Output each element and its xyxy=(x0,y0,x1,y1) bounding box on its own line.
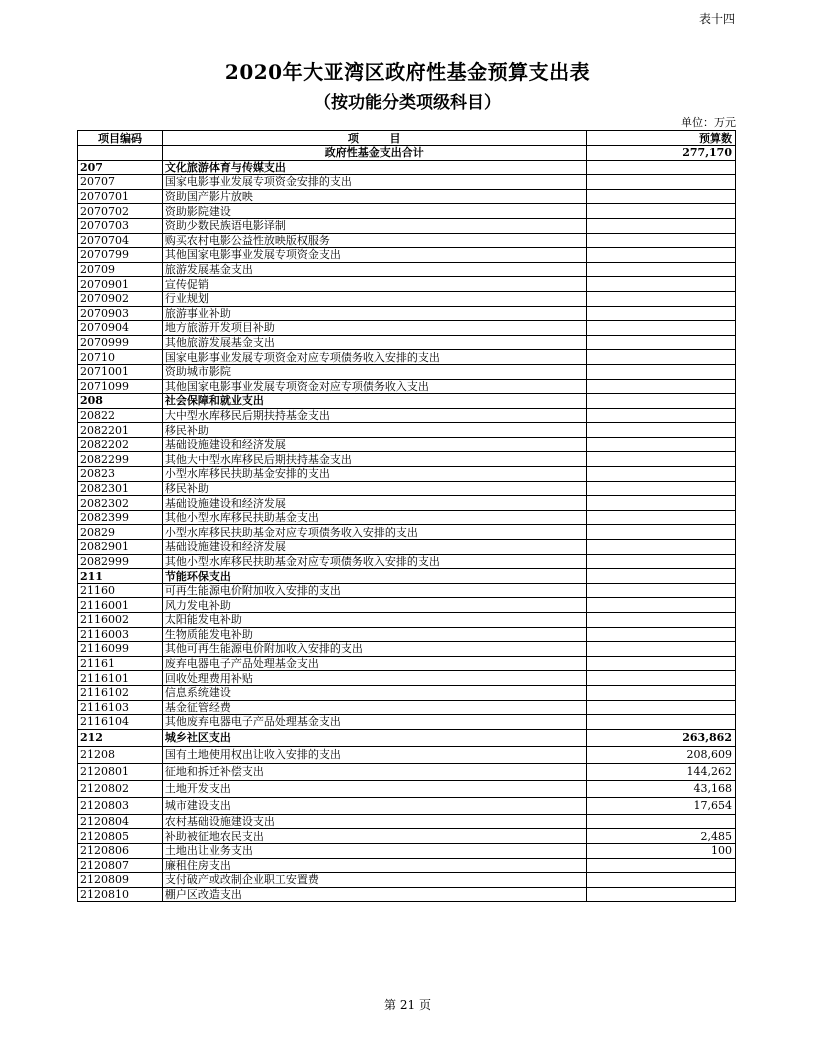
row-name: 旅游发展基金支出 xyxy=(162,262,586,277)
table-row xyxy=(78,262,736,277)
row-name: 资助少数民族语电影译制 xyxy=(162,218,586,233)
row-amount xyxy=(586,671,735,686)
row-amount xyxy=(586,306,735,321)
row-amount xyxy=(586,685,735,700)
row-code: 2116103 xyxy=(78,700,163,715)
row-code: 20823 xyxy=(78,467,163,482)
row-name: 棚户区改造支出 xyxy=(162,887,586,902)
row-name: 回收处理费用补贴 xyxy=(162,671,586,686)
row-code: 2082901 xyxy=(78,540,163,555)
row-amount xyxy=(586,423,735,438)
row-code: 2070702 xyxy=(78,204,163,219)
row-code: 2070904 xyxy=(78,321,163,336)
row-code: 2116002 xyxy=(78,613,163,628)
row-amount xyxy=(586,814,735,829)
row-name: 国家电影事业发展专项资金安排的支出 xyxy=(162,175,586,190)
row-name: 其他旅游发展基金支出 xyxy=(162,335,586,350)
row-amount: 144,262 xyxy=(586,763,735,780)
row-name: 支付破产或改制企业职工安置费 xyxy=(162,873,586,888)
row-amount xyxy=(586,525,735,540)
table-row xyxy=(78,715,736,730)
row-amount xyxy=(586,858,735,873)
row-code: 2120803 xyxy=(78,797,163,814)
total-label: 政府性基金支出合计 xyxy=(162,146,586,161)
row-amount xyxy=(586,554,735,569)
row-amount: 2,485 xyxy=(586,829,735,844)
row-code: 20709 xyxy=(78,262,163,277)
row-name: 风力发电补助 xyxy=(162,598,586,613)
row-code: 2116001 xyxy=(78,598,163,613)
row-amount xyxy=(586,598,735,613)
row-name: 资助城市影院 xyxy=(162,364,586,379)
table-row xyxy=(78,627,736,642)
total-amount: 277,170 xyxy=(586,146,735,161)
page-subtitle: （按功能分类项级科目） xyxy=(314,93,501,113)
row-amount xyxy=(586,233,735,248)
row-name: 社会保障和就业支出 xyxy=(162,394,586,409)
row-code: 2120802 xyxy=(78,780,163,797)
row-name: 国有土地使用权出让收入安排的支出 xyxy=(162,746,586,763)
row-amount xyxy=(586,496,735,511)
table-row xyxy=(78,306,736,321)
row-code: 212 xyxy=(78,729,163,746)
row-amount xyxy=(586,583,735,598)
row-amount xyxy=(586,394,735,409)
row-amount xyxy=(586,175,735,190)
row-amount: 208,609 xyxy=(586,746,735,763)
header-amount: 预算数 xyxy=(586,131,735,146)
table-row xyxy=(78,843,736,858)
table-row xyxy=(78,379,736,394)
row-amount xyxy=(586,204,735,219)
row-code: 21160 xyxy=(78,583,163,598)
row-code: 20829 xyxy=(78,525,163,540)
table-row xyxy=(78,175,736,190)
row-amount xyxy=(586,218,735,233)
table-row xyxy=(78,467,736,482)
row-code: 2116104 xyxy=(78,715,163,730)
header-code: 项目编码 xyxy=(78,131,163,146)
row-name: 土地开发支出 xyxy=(162,780,586,797)
row-amount xyxy=(586,467,735,482)
row-name: 土地出让业务支出 xyxy=(162,843,586,858)
row-code: 2070902 xyxy=(78,291,163,306)
table-row xyxy=(78,598,736,613)
row-amount xyxy=(586,627,735,642)
row-amount xyxy=(586,452,735,467)
table-row xyxy=(78,685,736,700)
table-row xyxy=(78,481,736,496)
row-amount xyxy=(586,350,735,365)
row-name: 节能环保支出 xyxy=(162,569,586,584)
row-code: 20707 xyxy=(78,175,163,190)
row-amount xyxy=(586,569,735,584)
row-name: 废弃电器电子产品处理基金支出 xyxy=(162,656,586,671)
row-code: 2082302 xyxy=(78,496,163,511)
row-code: 2082399 xyxy=(78,510,163,525)
row-code: 2071001 xyxy=(78,364,163,379)
row-code: 2082201 xyxy=(78,423,163,438)
row-name: 宣传促销 xyxy=(162,277,586,292)
table-row xyxy=(78,814,736,829)
row-name: 其他国家电影事业发展专项资金对应专项债务收入支出 xyxy=(162,379,586,394)
table-row xyxy=(78,873,736,888)
row-code: 2120806 xyxy=(78,843,163,858)
row-amount xyxy=(586,262,735,277)
table-row xyxy=(78,437,736,452)
table-row xyxy=(78,569,736,584)
table-header-row xyxy=(78,131,736,146)
row-code: 2120805 xyxy=(78,829,163,844)
row-name: 国家电影事业发展专项资金对应专项债务收入安排的支出 xyxy=(162,350,586,365)
row-name: 其他可再生能源电价附加收入安排的支出 xyxy=(162,642,586,657)
row-amount xyxy=(586,160,735,175)
table-row xyxy=(78,525,736,540)
row-code: 20710 xyxy=(78,350,163,365)
row-name: 城乡社区支出 xyxy=(162,729,586,746)
row-name: 地方旅游开发项目补助 xyxy=(162,321,586,336)
row-amount xyxy=(586,437,735,452)
row-code: 207 xyxy=(78,160,163,175)
row-amount xyxy=(586,613,735,628)
table-row xyxy=(78,540,736,555)
table-row xyxy=(78,887,736,902)
table-row xyxy=(78,452,736,467)
row-amount xyxy=(586,335,735,350)
row-name: 资助国产影片放映 xyxy=(162,189,586,204)
row-name: 基础设施建设和经济发展 xyxy=(162,540,586,555)
table-row xyxy=(78,291,736,306)
table-row xyxy=(78,829,736,844)
row-code: 2070901 xyxy=(78,277,163,292)
row-name: 基金征管经费 xyxy=(162,700,586,715)
row-name: 廉租住房支出 xyxy=(162,858,586,873)
table-row xyxy=(78,394,736,409)
row-amount: 17,654 xyxy=(586,797,735,814)
row-code: 20822 xyxy=(78,408,163,423)
table-row xyxy=(78,583,736,598)
row-amount xyxy=(586,248,735,263)
table-row xyxy=(78,613,736,628)
header-name: 项 目 xyxy=(162,131,586,146)
row-code: 2116003 xyxy=(78,627,163,642)
row-name: 其他废弃电器电子产品处理基金支出 xyxy=(162,715,586,730)
row-amount: 100 xyxy=(586,843,735,858)
row-name: 生物质能发电补助 xyxy=(162,627,586,642)
row-code: 2120807 xyxy=(78,858,163,873)
row-name: 基础设施建设和经济发展 xyxy=(162,437,586,452)
row-amount: 43,168 xyxy=(586,780,735,797)
table-row xyxy=(78,797,736,814)
total-row xyxy=(78,146,736,161)
row-name: 旅游事业补助 xyxy=(162,306,586,321)
table-row xyxy=(78,671,736,686)
row-code: 2082301 xyxy=(78,481,163,496)
table-row xyxy=(78,218,736,233)
row-amount xyxy=(586,887,735,902)
row-name: 城市建设支出 xyxy=(162,797,586,814)
row-name: 小型水库移民扶助基金安排的支出 xyxy=(162,467,586,482)
row-amount xyxy=(586,364,735,379)
table-row xyxy=(78,642,736,657)
table-row xyxy=(78,233,736,248)
table-row xyxy=(78,189,736,204)
row-name: 文化旅游体育与传媒支出 xyxy=(162,160,586,175)
row-amount xyxy=(586,408,735,423)
table-row xyxy=(78,700,736,715)
row-code: 2120804 xyxy=(78,814,163,829)
table-row xyxy=(78,204,736,219)
table-row xyxy=(78,496,736,511)
row-amount xyxy=(586,321,735,336)
row-code: 2070903 xyxy=(78,306,163,321)
row-name: 征地和拆迁补偿支出 xyxy=(162,763,586,780)
row-name: 其他大中型水库移民后期扶持基金支出 xyxy=(162,452,586,467)
row-code: 2070701 xyxy=(78,189,163,204)
row-code: 2071099 xyxy=(78,379,163,394)
row-name: 大中型水库移民后期扶持基金支出 xyxy=(162,408,586,423)
table-row xyxy=(78,248,736,263)
table-row xyxy=(78,321,736,336)
budget-table xyxy=(77,130,736,902)
row-code: 2116099 xyxy=(78,642,163,657)
row-name: 购买农村电影公益性放映版权服务 xyxy=(162,233,586,248)
row-code: 2120810 xyxy=(78,887,163,902)
table-row xyxy=(78,350,736,365)
row-amount xyxy=(586,540,735,555)
row-amount xyxy=(586,379,735,394)
row-code: 2070799 xyxy=(78,248,163,263)
unit-label: 单位：万元 xyxy=(681,116,736,129)
row-name: 信息系统建设 xyxy=(162,685,586,700)
row-name: 移民补助 xyxy=(162,481,586,496)
table-row xyxy=(78,510,736,525)
table-row xyxy=(78,408,736,423)
row-name: 资助影院建设 xyxy=(162,204,586,219)
row-name: 移民补助 xyxy=(162,423,586,438)
row-code: 2116101 xyxy=(78,671,163,686)
row-code: 2070999 xyxy=(78,335,163,350)
row-amount xyxy=(586,189,735,204)
table-row xyxy=(78,554,736,569)
table-row xyxy=(78,858,736,873)
row-code: 2082999 xyxy=(78,554,163,569)
table-row xyxy=(78,277,736,292)
row-name: 小型水库移民扶助基金对应专项债务收入安排的支出 xyxy=(162,525,586,540)
row-name: 其他国家电影事业发展专项资金支出 xyxy=(162,248,586,263)
row-amount xyxy=(586,873,735,888)
page-footer: 第 21 页 xyxy=(384,998,431,1012)
row-code: 2120801 xyxy=(78,763,163,780)
table-row xyxy=(78,729,736,746)
row-name: 其他小型水库移民扶助基金支出 xyxy=(162,510,586,525)
row-amount xyxy=(586,700,735,715)
row-code: 2120809 xyxy=(78,873,163,888)
table-row xyxy=(78,656,736,671)
row-name: 行业规划 xyxy=(162,291,586,306)
row-name: 农村基础设施建设支出 xyxy=(162,814,586,829)
row-code: 21208 xyxy=(78,746,163,763)
row-code: 2082299 xyxy=(78,452,163,467)
page-title: 2020年大亚湾区政府性基金预算支出表 xyxy=(224,60,591,84)
row-code: 2116102 xyxy=(78,685,163,700)
table-row xyxy=(78,160,736,175)
row-amount xyxy=(586,715,735,730)
row-name: 其他小型水库移民扶助基金对应专项债务收入安排的支出 xyxy=(162,554,586,569)
total-code-cell xyxy=(78,146,163,161)
row-amount xyxy=(586,481,735,496)
table-row xyxy=(78,364,736,379)
table-row xyxy=(78,423,736,438)
table-row xyxy=(78,335,736,350)
row-code: 21161 xyxy=(78,656,163,671)
row-amount xyxy=(586,277,735,292)
row-name: 基础设施建设和经济发展 xyxy=(162,496,586,511)
row-name: 可再生能源电价附加收入安排的支出 xyxy=(162,583,586,598)
row-name: 太阳能发电补助 xyxy=(162,613,586,628)
table-row xyxy=(78,763,736,780)
row-amount xyxy=(586,642,735,657)
row-code: 2082202 xyxy=(78,437,163,452)
row-amount xyxy=(586,656,735,671)
row-code: 2070704 xyxy=(78,233,163,248)
row-name: 补助被征地农民支出 xyxy=(162,829,586,844)
row-code: 208 xyxy=(78,394,163,409)
table-row xyxy=(78,746,736,763)
row-amount xyxy=(586,510,735,525)
table-number: 表十四 xyxy=(698,12,735,26)
row-code: 2070703 xyxy=(78,218,163,233)
row-amount xyxy=(586,291,735,306)
table-row xyxy=(78,780,736,797)
row-amount: 263,862 xyxy=(586,729,735,746)
row-code: 211 xyxy=(78,569,163,584)
